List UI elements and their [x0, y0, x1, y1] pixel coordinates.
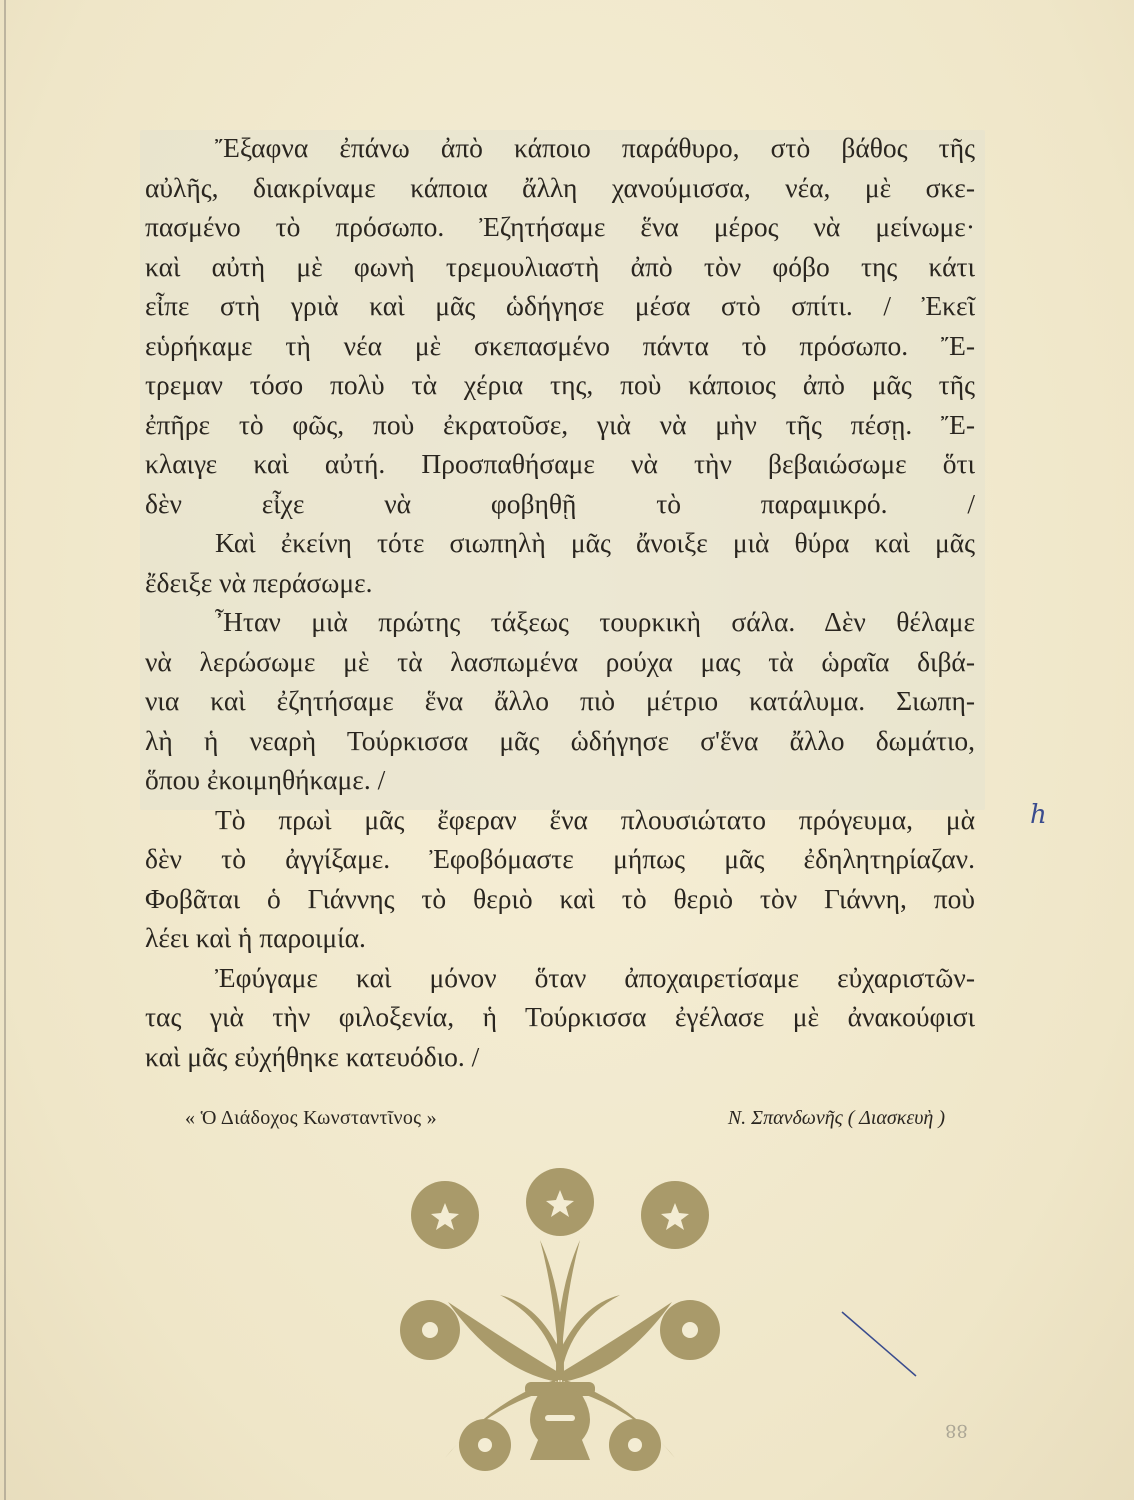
text-line: πασμένο τὸ πρόσωπο. Ἐζητήσαμε ἕνα μέρος νὰ μείνωμε· — [145, 211, 975, 242]
text-line: Ἐφύγαμε καὶ μόνον ὅταν ἀποχαιρετίσαμε εὐχαριστῶν- — [215, 961, 975, 993]
text-line: αὐλῆς, διακρίναμε κάποια ἄλλη χανούμισσα, νέα, μὲ σκε- — [145, 171, 975, 203]
text-line: καὶ αὐτὴ μὲ φωνὴ τρεμουλιαστὴ ἀπὸ τὸν φόβο της κάτι — [145, 250, 975, 282]
text-line: εἶπε στὴ γριὰ καὶ μᾶς ὡδήγησε μέσα στὸ σπίτι. / Ἐκεῖ — [145, 290, 975, 321]
text-line: Ἦταν μιὰ πρώτης τάξεως τουρκικὴ σάλα. Δὲν θέλαμε — [215, 606, 975, 637]
author-credit: Ν. Σπανδωνῆς ( Διασκευὴ ) — [727, 1107, 945, 1129]
text-line: τας γιὰ τὴν φιλοξενία, ἡ Τούρκισσα ἐγέλασε μὲ ἀνακούφισι — [145, 1001, 975, 1032]
paragraph — [145, 523, 975, 602]
text-line: δὲν τὸ ἀγγίξαμε. Ἐφοβόμαστε μήπως μᾶς ἐδηλητηρίαζαν. — [145, 843, 975, 874]
text-line: λέει καὶ ἡ παροιμία. — [145, 922, 366, 953]
text-line: λὴ ἡ νεαρὴ Τούρκισσα μᾶς ὡδήγησε σ'ἕνα ἄλλο δωμάτιο, — [145, 724, 975, 756]
text-line: Φοβᾶται ὁ Γιάννης τὸ θεριὸ καὶ τὸ θεριὸ τὸν Γιάννη, ποὺ — [145, 882, 975, 914]
source-title: « Ὁ Διάδοχος Κωνσταντῖνος » — [185, 1107, 437, 1129]
text-line: τρεμαν τόσο πολὺ τὰ χέρια της, ποὺ κάποιος ἀπὸ μᾶς τῆς — [145, 369, 975, 400]
flower-vase-ornament-icon — [390, 1160, 730, 1480]
paragraph — [145, 800, 975, 958]
text-line: καὶ μᾶς εὐχήθηκε κατευόδιο. / — [145, 1040, 480, 1072]
text-line: ἐπῆρε τὸ φῶς, ποὺ ἐκρατοῦσε, γιὰ νὰ μὴν τῆς πέσῃ. Ἔ- — [145, 408, 975, 440]
text-line: Καὶ ἐκείνη τότε σιωπηλὴ μᾶς ἄνοιξε μιὰ θύρα καὶ μᾶς — [215, 527, 975, 558]
text-line: κλαιγε καὶ αὐτή. Προσπαθήσαμε νὰ τὴν βεβαιώσωμε ὅτι — [145, 448, 975, 479]
paragraph — [145, 128, 975, 523]
text-line: ἔδειξε νὰ περάσωμε. — [145, 566, 373, 598]
text-line: νια καὶ ἐζητήσαμε ἕνα ἄλλο πιὸ μέτριο κατάλυμα. Σιωπη- — [145, 685, 975, 716]
text-line: δὲν εἶχε νὰ φοβηθῇ τὸ παραμικρό. / — [145, 487, 975, 519]
binding-edge — [4, 0, 6, 1500]
body-text — [145, 128, 975, 1076]
paragraph — [145, 958, 975, 1077]
handwritten-margin-mark: h — [1030, 800, 1047, 830]
pen-stroke-icon — [840, 1310, 920, 1380]
text-line: Τὸ πρωὶ μᾶς ἔφεραν ἕνα πλουσιώτατο πρόγευμα, μὰ — [215, 803, 975, 835]
text-line: Ἔξαφνα ἐπάνω ἀπὸ κάποιο παράθυρο, στὸ βάθος τῆς — [215, 132, 975, 163]
paragraph — [145, 602, 975, 800]
text-line: ὅπου ἐκοιμηθήκαμε. / — [145, 764, 386, 795]
page-number-show-through: 88 — [945, 1420, 968, 1441]
text-line: εὑρήκαμε τὴ νέα μὲ σκεπασμένο πάντα τὸ πρόσωπο. Ἔ- — [145, 329, 975, 361]
text-line: νὰ λερώσωμε μὲ τὰ λασπωμένα ρούχα μας τὰ ὡραῖα διβά- — [145, 645, 975, 677]
